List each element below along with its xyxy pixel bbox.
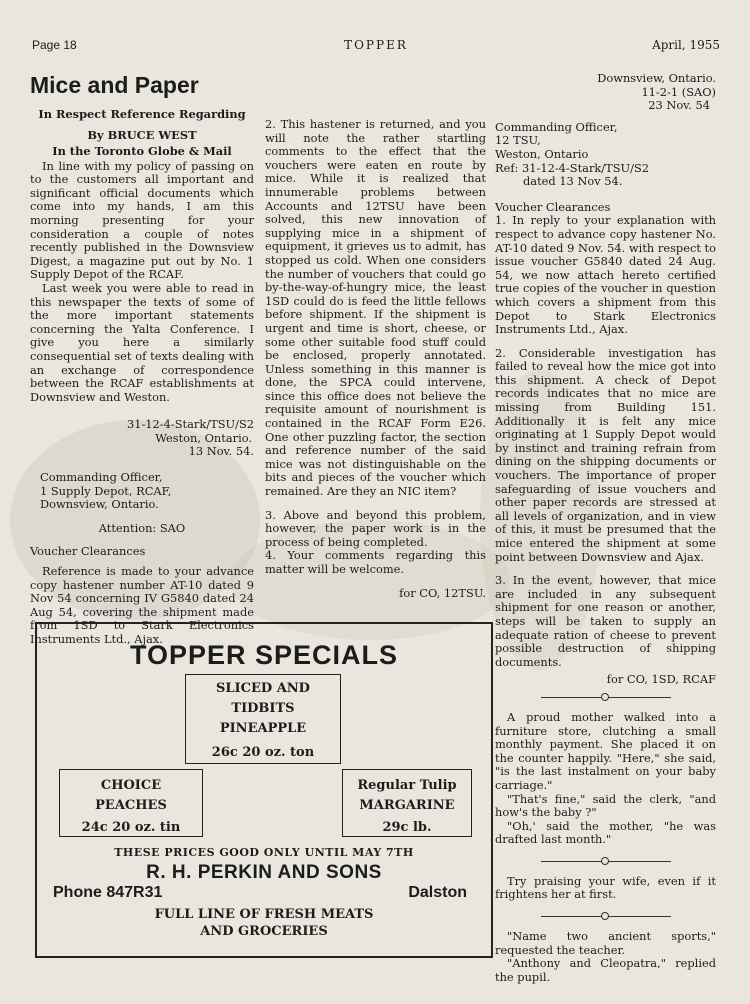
item-price: 26c 20 oz. ton [211, 745, 315, 760]
item-line: MARGARINE [359, 798, 455, 813]
letter-date: 13 Nov. 54. [188, 444, 254, 459]
divider [541, 912, 671, 922]
item-line: CHOICE [100, 778, 162, 793]
magazine-name: TOPPER [344, 38, 408, 52]
reply-reference: 11-2-1 (SAO) [641, 84, 716, 99]
issue-date: April, 1955 [652, 38, 720, 52]
ad-tagline-line: FULL LINE OF FRESH MEATS [154, 907, 374, 922]
joke-paragraph: A proud mother walked into a furniture store, clutching a small monthly payment. She placed it on the counter happily. "Here," she said, "is the last instalment on your baby carriage." [495, 709, 716, 792]
reply-paragraph: 1. In reply to your explanation with respect to advance copy hastener No. AT-10 dated 9 Nov. 54. with respect to issue voucher G5840 dated 24 Aug. 54, we now attach hereto certified true copies of the voucher in question which covers a shipment from this Depot to Stark Electronics Instruments Ltd., Ajax. [495, 213, 716, 337]
joke-paragraph: Try praising your wife, even if it frightens her at first. [495, 873, 716, 902]
letter-recipient: Downsview, Ontario. [40, 497, 159, 512]
article-title: Mice and Paper [30, 72, 199, 98]
letter-signature: for CO, 12TSU. [399, 585, 486, 600]
article-subtitle: In Respect Reference Regarding [38, 107, 246, 121]
reply-recipient: 12 TSU, [495, 133, 541, 148]
byline-source: In the Toronto Globe & Mail [52, 143, 232, 158]
item-line: SLICED AND [216, 681, 310, 696]
ad-item-margarine [342, 769, 472, 837]
reply-recipient: Weston, Ontario [495, 146, 589, 161]
column-middle [265, 72, 486, 600]
item-line: PEACHES [95, 798, 167, 813]
reply-paragraph: 3. In the event, however, that mice are included in any subsequent shipment for one reason or another, steps will be taken to supply an adequate ration of cheese to prevent possible destruction of shipping documents. [495, 573, 716, 669]
joke-paragraph: "That's fine," said the clerk, "and how's the baby ?" [495, 791, 716, 820]
intro-paragraph: Last week you were able to read in this newspaper the texts of some of the more important statements concerning the Yalta Conference. I give you here a similarly consequential set of texts dealing with an exchange of correspondence between the RCAF establishments at Downsview and Weston. [30, 280, 254, 404]
letter-paragraph: Reference is made to your advance copy hastener number AT-10 dated 9 Nov 54 concerning IV G5840 dated 24 Aug 54, covering the shipment made from 1SD to Stark Electronics Instruments Ltd., Ajax. [30, 564, 254, 646]
divider-ornament [601, 857, 609, 865]
reply-date: 23 Nov. 54 [648, 98, 710, 113]
letter-subject: Voucher Clearances [30, 544, 146, 559]
byline-author: By BRUCE WEST [87, 127, 197, 142]
letter-recipient: Commanding Officer, [40, 470, 163, 485]
joke-paragraph: "Oh,' said the mother, "he was drafted last month." [495, 818, 716, 847]
reply-place: Downsview, Ontario. [597, 71, 716, 85]
ad-title: TOPPER SPECIALS [129, 640, 399, 670]
topper-specials-ad [35, 622, 493, 958]
letter-attention: Attention: SAO [98, 520, 186, 535]
letter-recipient: 1 Supply Depot, RCAF, [40, 483, 172, 498]
ad-item-pineapple [185, 674, 341, 764]
reply-signature: for CO, 1SD, RCAF [606, 672, 716, 687]
reply-ref-date: dated 13 Nov 54. [523, 174, 623, 189]
letter-paragraph: 4. Your comments regarding this matter will be welcome. [265, 548, 486, 576]
column-right [495, 72, 716, 994]
reply-ref-line: Ref: 31-12-4-Stark/TSU/S2 [495, 160, 650, 175]
ad-item-peaches [59, 769, 203, 837]
ad-tagline-line: AND GROCERIES [200, 924, 328, 939]
letter-reference: 31-12-4-Stark/TSU/S2 [126, 417, 254, 432]
page-header [32, 38, 720, 58]
intro-paragraph: In line with my policy of passing on to the customers all important and significant official documents which come into my hands, I am this morning presenting for your consideration a couple of notes recently published in the Downsview Digest, a magazine put out by No. 1 Supply Depot of the RCAF. [30, 158, 254, 282]
item-line: PINEAPPLE [219, 721, 307, 736]
reply-recipient: Commanding Officer, [495, 119, 618, 134]
divider-ornament [601, 693, 609, 701]
divider [541, 857, 671, 867]
ad-tagline [37, 906, 491, 940]
letter-paragraph: 3. Above and beyond this problem, however, the paper work is in the process of being completed. [265, 507, 486, 549]
divider [541, 693, 671, 703]
item-line: Regular Tulip [357, 778, 457, 793]
item-line: TIDBITS [231, 701, 295, 716]
ad-store-name: R. H. PERKIN AND SONS [146, 862, 382, 883]
ad-validity: THESE PRICES GOOD ONLY UNTIL MAY 7TH [114, 846, 414, 859]
divider-ornament [601, 912, 609, 920]
item-price: 29c lb. [382, 820, 432, 835]
reply-paragraph: 2. Considerable investigation has failed to reveal how the mice got into this shipment. A check of Depot records indicates that no mice are missing from Building 151. Additionally it is felt any mice originating at 1 Supply Depot would by instinct and training refrain from dining on the shipping documents or vouchers. The importance of proper safeguarding of issue vouchers and other paper records are stressed at all levels of organization, and in view of this, it must be presumed that the mice entered the shipment at some point between Downsview and Ajax. [495, 345, 716, 564]
letter-place: Weston, Ontario. [155, 430, 252, 445]
joke-paragraph: "Name two ancient sports," requested the teacher. [495, 929, 716, 957]
page-number: Page 18 [32, 38, 77, 52]
letter-paragraph: 2. This hastener is returned, and you will note the rather startling comments to the effect that the vouchers were eaten en route by mice. While it is realized that innumerable problems between Accounts and 12TSU have been solved, this new innovation of supplying mice in a shipment of equipment, it grieves us to admit, has stopped us cold. When one considers the number of vouchers that could go by-the-way-of-hungry mice, the least 1SD could do is feed the little fellows before shipment. If the shipment is urgent and time is short, cheese, or some other suitable food stuff could be enclosed, properly annotated. Unless something in this manner is done, the SPCA could intervene, since this office does not believe the requisite amount of nourishment is contained in the RCAF Form E26. One other puzzling factor, the section and reference number of the said mice was not distinguishable on the bits and pieces of the voucher which remained. Are they an NIC item? [265, 117, 486, 499]
ad-phone: Phone 847R31 [53, 884, 163, 901]
joke-paragraph: "Anthony and Cleopatra," replied the pupil. [495, 956, 716, 984]
reply-subject: Voucher Clearances [495, 199, 611, 214]
column-left [30, 72, 254, 657]
ad-town: Dalston [408, 884, 467, 901]
item-price: 24c 20 oz. tin [81, 820, 181, 835]
